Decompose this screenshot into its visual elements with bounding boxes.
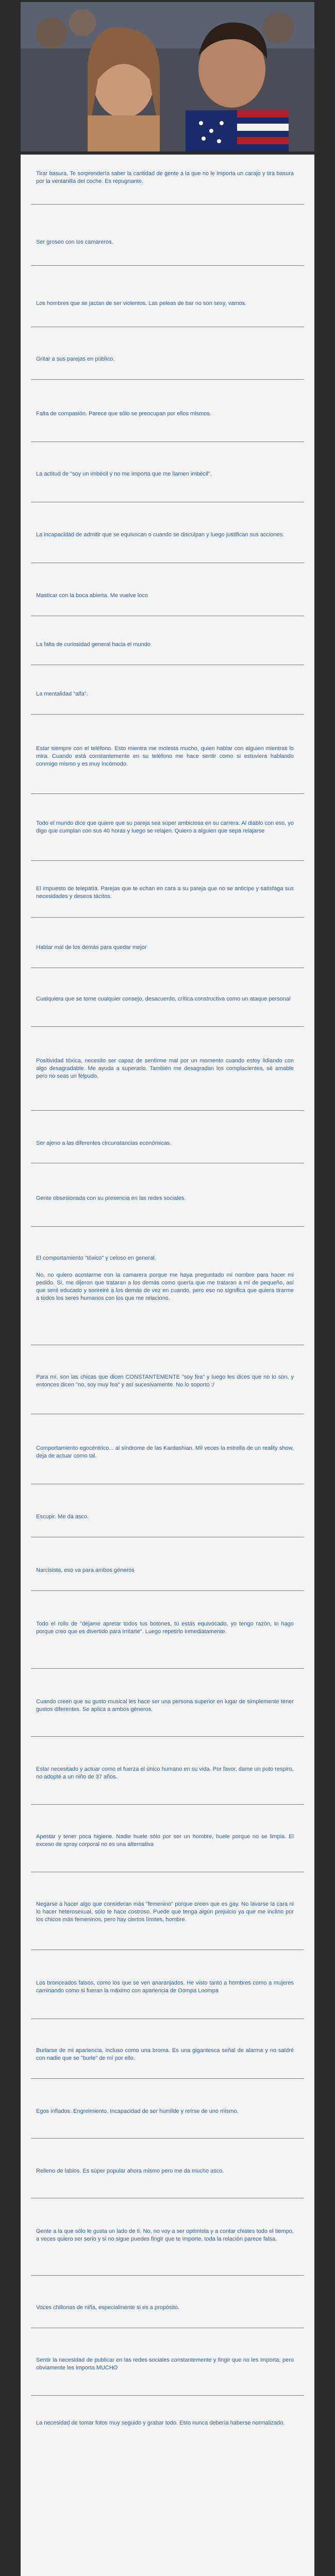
entry-text: Masticar con la boca abierta. Me vuelve loco (36, 592, 148, 599)
divider (31, 2395, 304, 2396)
entry-text: Apestar y tener poca higiene. Nadie huele sólo por ser un hombre, huele porque no se limpia. El exceso de spray corporal no es una alternativa (36, 1834, 294, 1848)
entry-text: Estar siempre con el teléfono. Esto mientra me molesta mucho, quien hablar con alguien mientras lo mira. Cuando está constantemente en su teléfono me hace sentir como si estuviera hablando conmigo mismo y es muy incómodo. (36, 745, 294, 767)
divider (31, 1026, 304, 1027)
divider (31, 793, 304, 794)
entry-text: Sentir la necesidad de publicar en las redes sociales constantemente y fingir que no les importa, pero obviamente les importa MUCHO (36, 2357, 294, 2371)
entry-text: No, no quiero acostarme con la camarera porque me haya preguntado mi nombre para hacer mi pedido. Sí, me dijeron que trataran a los demás como quería que me trataran a mí de pequeño, así que seré educado y sonreiré a los demás de vez en cuando, pero eso no significa que quiera tirarme a todos los seres humanos con los que me relaciono. (36, 1272, 294, 1301)
entry-text: Burlarse de mi apariencia, incluso como una broma. Es una gigantesca señal de alarma y no saldré con nadie que se "burle" de mí por ello. (36, 2047, 294, 2061)
entry-text: Ser groseo con los camareros. (36, 239, 113, 245)
divider (31, 1736, 304, 1737)
entry-text: Todo el rollo de "déjame apretar todos tus botones, tú estás equivocado, yo tengo razón, lo hago porque creo que es divertido para irritarte". Luego repetirlo inmediatamente. (36, 1621, 294, 1635)
divider (31, 1804, 304, 1805)
divider (31, 917, 304, 918)
divider (31, 1226, 304, 1227)
entry-text: La actitud de "soy un imbécil y no me importa que me llamen imbécil". (36, 471, 212, 477)
divider (31, 2078, 304, 2079)
divider (31, 714, 304, 715)
divider (31, 1590, 304, 1591)
entry-text: Hablar mal de los demás para quedar mejor (36, 944, 147, 951)
entry-text: Gente a la que sólo le gusta un lado de ti. No, no voy a ser optimista y a contar chistes todo el tiempo, a veces quiero ser serio y si no sigue puedes fingir que te importe, toda la relación parece falsa. (36, 2228, 294, 2242)
entry-text: La falta de curiosidad general hacia el mundo (36, 641, 150, 648)
entry-text: Todo el mundo dice que quiere que su pareja sea súper ambiciosa en su carrera. Al diablo con eso, yo digo que cumplan con sus 40 horas y luego se relajen. Quiero a alguien que sepa relajarse (36, 820, 294, 834)
entry-text: Los hombres que se jactan de ser violentos. Las peleas de bar no son sexy, vamos. (36, 300, 247, 307)
divider (31, 379, 304, 380)
divider (31, 1110, 304, 1111)
divider (31, 2138, 304, 2139)
entry-text: Relleno de labios. Es súper popular ahora mismo pero me da mucho asco. (36, 2168, 224, 2174)
entry-text: Comportamiento egocéntrico... al síndrome de las Kardashian. Mil veces la estrella de un reality show, deja de actuar como tal. (36, 1445, 294, 1459)
entry-text: Para mí, son las chicas que dicen CONSTANTEMENTE "soy fea" y luego les dices que no lo son, y entonces dicen "no, soy muy fea" y así sucesivamente. No lo soporto :/ (36, 1374, 294, 1388)
entry-text: Ser ajeno a las diferentes circunstancias económicas. (36, 1140, 172, 1146)
entry-text: Los bronceados falsos, como los que se ven anaranjados. He visto tanto a hombres como a mujeres caminando como si fueran la máximo con apariencia de Oompa Loompa (36, 1980, 294, 1994)
divider (31, 204, 304, 205)
divider (31, 2275, 304, 2276)
entry-text: La necesidad de tomar fotos muy seguido y grabar todo. Esto nunca debería haberse normalizado. (36, 2420, 285, 2426)
entry-text: Narcisista, eso va para ambos géneros (36, 1567, 135, 1573)
entry-text: Cualquiera que se tome cualquier consejo, desacuerdo, crítica constructiva como un ataque personal (36, 996, 291, 1002)
entry-text: Tirar basura. Te sorprendería saber la cantidad de gente a la que no le importa un carajo y tira basura por la ventanilla del coche. Es repugnante. (36, 171, 294, 184)
text-sheet (21, 155, 314, 2576)
entry-text: Falta de compasión. Parece que sólo se preocupan por ellos mismos. (36, 411, 211, 417)
entry-text: El impuesto de telepatía. Parejas que te echan en cara a su pareja que no se anticipe y satisfaga sus necesidades y deseos tácitos. (36, 886, 294, 900)
entry-text: La incapacidad de admitir que se equivocan o cuando se disculpan y luego justifican sus acciones. (36, 532, 284, 538)
entry-text: Estar necesitado y actuar como el fuerza el único humano en su vida. Por favor, dame un puto respiro, no adopté a un niño de 37 años. (36, 1766, 294, 1780)
entry-text: Cuando creen que su gusto musical les hace ser una persona superior en lugar de simplemente tener gustos diferentes. Se aplica a ambos géneros. (36, 1699, 294, 1713)
divider (31, 860, 304, 861)
entry-text: Positividad tóxica, necesito ser capaz de sentirme mal por un momento cuando estoy lidiando con algo desagradable. Me ayuda a superarlo. También me desagradan los complacientes, sé amable pero no seas un felpudo. (36, 1058, 294, 1079)
entry-text: Gritar a sus parejas en público. (36, 356, 115, 362)
entry-text: Egos inflados. Engreimiento. Incapacidad de ser humilde y reírse de uno mismo. (36, 2108, 239, 2114)
divider (31, 265, 304, 266)
entry-text: El comportamiento "tóxico" y celoso en general. (36, 1255, 156, 1261)
entry-text: Gente obsesionada con su presencia en las redes sociales. (36, 1195, 186, 1201)
entry-text: Voces chillonas de niña, especialmente si es a propósito. (36, 2304, 180, 2311)
entry-text: La mentalidad "alfa". (36, 691, 88, 697)
entry-text: Negarse a hacer algo que consideran más "femenino" porque creen que es gay. No lavarse la cara ni lo hacer heterosexual, sólo te hace costroso. Puede que tenga algún prejuicio ya que me inclino por los chicos más femeninos, pero hay ciertos límites, hombre. (36, 1901, 294, 1923)
header-photo (21, 2, 314, 151)
entry-text: Escupir. Me da asco. (36, 1514, 89, 1520)
crowd-photo-illustration (21, 2, 314, 151)
divider (31, 1668, 304, 1669)
